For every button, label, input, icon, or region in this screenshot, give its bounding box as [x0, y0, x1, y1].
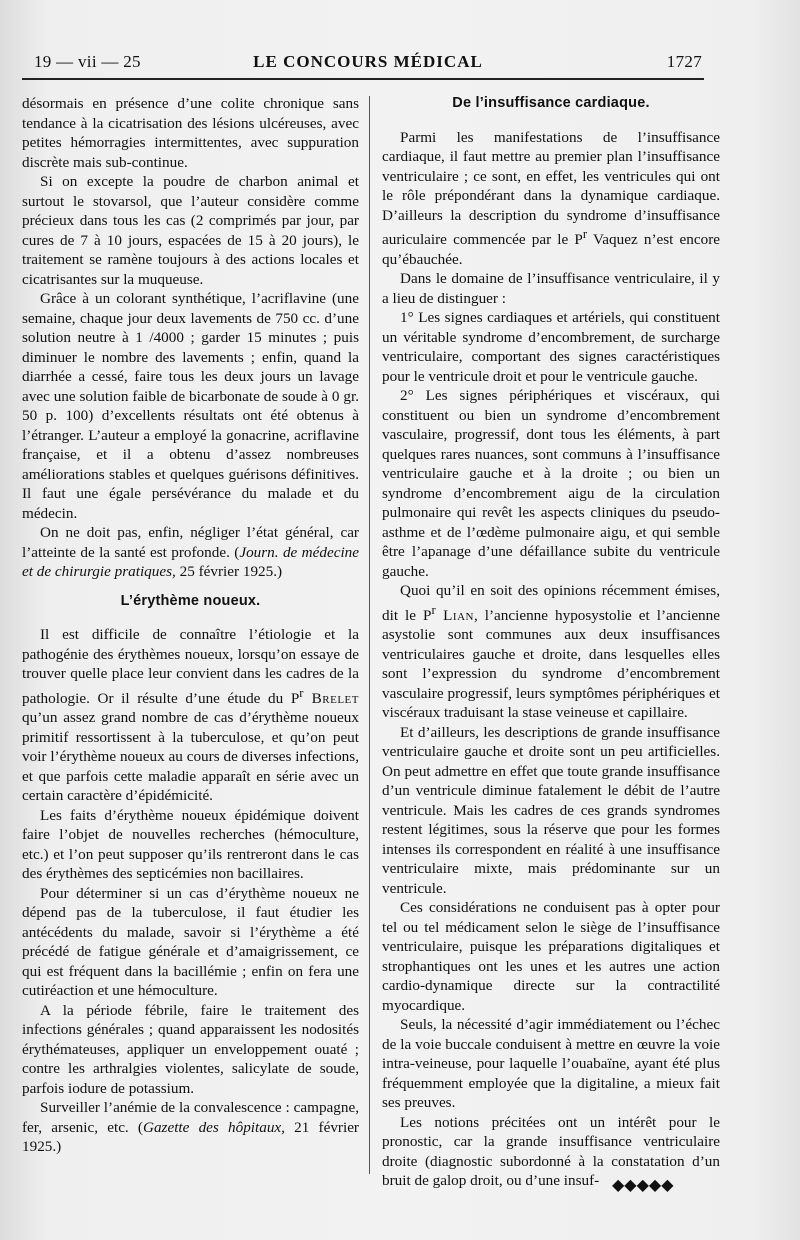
continuation-ornament: ◆◆◆◆◆	[612, 1175, 674, 1194]
paragraph: désormais en présence d’une colite chronique sans tendance à la cicatrisation des lésions ulcéreuses, avec petites hémorragies intermittentes, avec suppuration discrète mais sub-continue.	[22, 95, 359, 171]
paragraph: Et d’ailleurs, les descriptions de grande insuffisance ventriculaire gauche et droite sont un peu artificielles. On peut admettre en effet que toute grande insuffisance d’un ventricule diminue fatalement le débit de l’autre ventricule. Mais les cadres de ces grands syndromes restent légitimes, sous la réserve que pour les formes intenses ils correspondent en réalité à une insuffisance ventriculaire mixte, mais prédominante sur un ventricule.	[382, 723, 720, 897]
paragraph: Si on excepte la poudre de charbon animal et surtout le stovarsol, que l’auteur considère comme précieux dans tous les cas (2 comprimés par jour, par cures de 7 à 10 jours, espacées de 15 à 20 jours), le traitement se ramène toujours à des actions locales et cicatrisantes sur la muqueuse.	[22, 173, 359, 288]
column-divider	[369, 96, 370, 1174]
paragraph: 2° Les signes périphériques et viscéraux, qui constituent ou bien un syndrome d’encombrement vasculaire, progressif, dont tous les éléments, à part quelques rares nuances, sont communs à l’insuffisance ventriculaire gauche et à la droite ; ou bien un syndrome d’encombrement aigu de la circulation pulmonaire qui revêt les aspects cliniques du pseudo-asthme et de l’œdème pulmonaire aigu, et qui semble être l’apanage d’une défaillance subite du ventricule gauche.	[382, 387, 720, 580]
paragraph: On ne doit pas, enfin, négliger l’état général, car l’atteinte de la santé est profonde. (Journ. de médecine et de chirurgie pratiques, 25 février 1925.)	[22, 524, 359, 580]
header-rule	[22, 78, 704, 80]
paragraph: Seuls, la nécessité d’agir immédiatement ou l’échec de la voie buccale conduisent à mettre en œuvre la voie intra-veineuse, pour laquelle l’ouabaïne, ayant été plus fréquemment employée que la digitaline, a mieux fait ses preuves.	[382, 1016, 720, 1112]
left-column	[22, 94, 359, 1157]
paragraph: Surveiller l’anémie de la convalescence : campagne, fer, arsenic, etc. (Gazette des hôpitaux, 21 février 1925.)	[22, 1099, 359, 1156]
running-header	[34, 52, 702, 74]
paragraph: Les faits d’érythème noueux épidémique doivent faire l’objet de nouvelles recherches (hémoculture, etc.) et l’on peut supposer qu’ils rentreront dans le cas des érythèmes des septicémies non bacillaires.	[22, 806, 359, 883]
paragraph: A la période fébrile, faire le traitement des infections générales ; quand apparaissent les nodosités érythémateuses, appliquer un enveloppement ouaté ; contre les arthralgies violentes, salicylate de soude, parfois iodure de potassium.	[22, 1001, 359, 1097]
paragraph: Grâce à un colorant synthétique, l’acriflavine (une semaine, chaque jour deux lavements de 750 cc. d’une solution neutre à 1 /4000 ; garder 15 minutes ; puis diminuer le nombre des lavements ; enfin, quand la diarrhée a cessé, faire tous les deux jours un lavage avec une solution faible de bicarbonate de soude à 0 gr. 50 p. 100) d’excellents résultats ont été obtenus à l’étranger. L’auteur a employé la gonacrine, acriflavine française, et il a obtenu d’assez nombreuses améliorations stables et quelques guérisons définitives. Il faut une égale persévérance du malade et du médecin.	[22, 290, 359, 522]
paragraph: Parmi les manifestations de l’insuffisance cardiaque, il faut mettre au premier plan l’insuffisance ventriculaire ; ce sont, en effet, les ventricules qui ont le rôle prépondérant dans la dynamique cardiaque. D’ailleurs la description du syndrome d’insuffisance auriculaire commencée par le $P^r$ Vaquez n’est encore qu’ébauchée.	[382, 128, 720, 268]
author-name: Lian	[435, 606, 474, 624]
citation: Gazette des hôpitaux,	[142, 1118, 285, 1136]
paragraph: Dans le domaine de l’insuffisance ventriculaire, il y a lieu de distinguer :	[382, 270, 720, 307]
author-name: Brelet	[303, 689, 359, 707]
page-number: 1727	[666, 52, 702, 71]
paragraph: Il est difficile de connaître l’étiologie et la pathogénie des érythèmes noueux, lorsqu’on essaye de trouver quelle place leur convient dans les cadres de la pathologie. Or il résulte d’une étude du $P^r$ Brelet qu’un assez grand nombre de cas d’érythème noueux primitif ressortissent à la tuberculose, et qu’on peut voir l’érythème noueux au cours de diverses infections, et que parfois cette maladie apparaît en série avec un certain caractère d’épidémicité.	[22, 626, 359, 805]
citation: Journ. de médecine et de chirurgie pratiques,	[22, 543, 359, 580]
section-heading: De l’insuffisance cardiaque.	[452, 95, 650, 111]
paragraph: Les notions précitées ont un intérêt pour le pronostic, car la grande insuffisance ventriculaire droite (diagnostic subordonné à la constatation d’un bruit de galop droit, ou d’une insuf-	[382, 1113, 720, 1190]
section-heading: L’érythème noueux.	[120, 592, 261, 609]
journal-title: LE CONCOURS MÉDICAL	[253, 52, 483, 71]
issue-date: 19 — vii — 25	[34, 52, 141, 71]
paragraph: Ces considérations ne conduisent pas à opter pour tel ou tel médicament selon le siège de l’insuffisance ventriculaire, puisque les préparations digitaliques et strophantiques ont les unes et les autres une action cardio-dynamique directe sur la contractilité myocardique.	[382, 899, 720, 1014]
right-column	[382, 94, 720, 1191]
paragraph: Pour déterminer si un cas d’érythème noueux ne dépend pas de la tuberculose, il faut étudier les antécédents du malade, savoir si l’érythème a été précédé de fatigue générale et d’amaigrissement, ce qui est fréquent dans la bacillémie ; enfin on fera une cutiréaction et une hémoculture.	[22, 884, 359, 1000]
paragraph: Quoi qu’il en soit des opinions récemment émises, dit le $P^r$ Lian, l’ancienne hyposystolie et l’ancienne asystolie sont communes aux deux insuffisances ventriculaires gauche et droite, dans lesquelles elles sont l’expression du syndrome d’encombrement vasculaire progressif, leurs symptômes périphériques et viscéraux traduisant la stase veineuse et capillaire.	[382, 582, 720, 722]
paragraph: 1° Les signes cardiaques et artériels, qui constituent un véritable syndrome d’encombrement, de surcharge ventriculaire, comportant des signes caractéristiques pour le ventricule droit et pour le ventricule gauche.	[382, 309, 720, 385]
